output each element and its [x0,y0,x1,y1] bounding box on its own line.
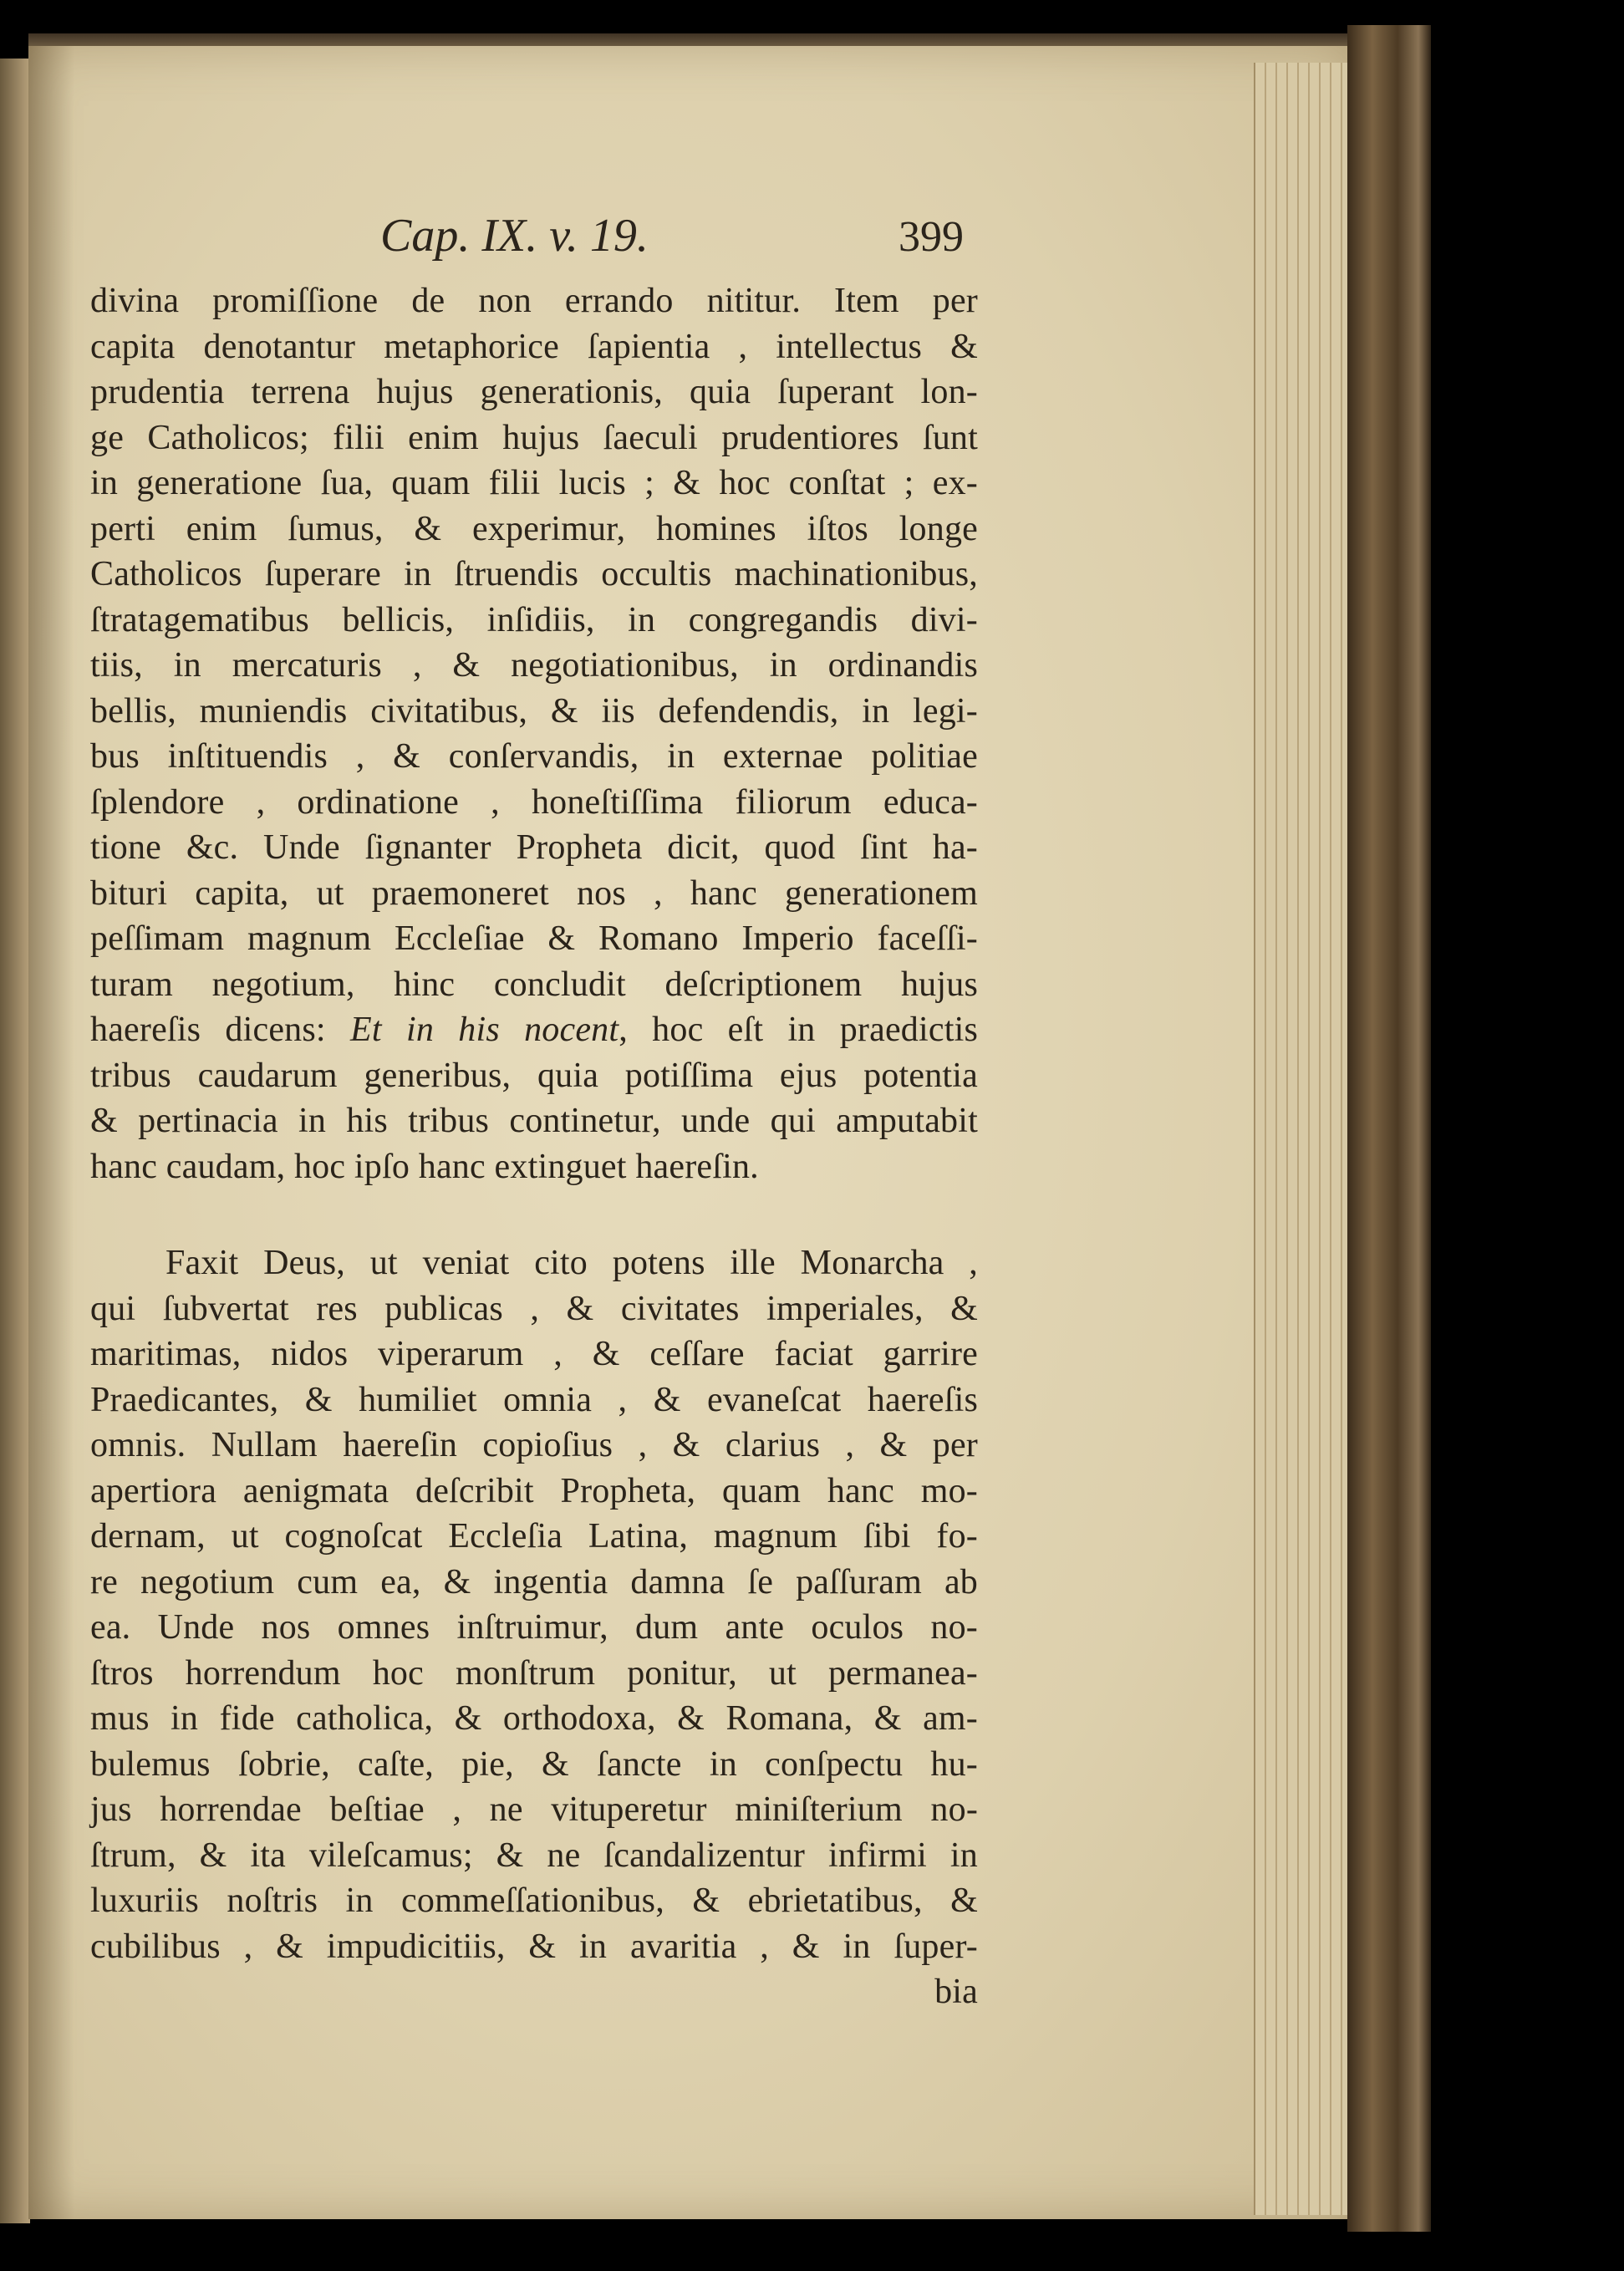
text-line-quote [90,1007,978,1053]
body-text [90,278,978,2015]
text-line: Catholicos ſuperare in ſtruendis occultis machinationibus, [90,555,978,593]
text-line: luxuriis noſtris in commeſſationibus, & ebrietatibus, & [90,1881,978,1920]
text-line: ſplendore , ordinatione , honeſtiſſima filiorum educa- [90,782,978,822]
text-line: ea. Unde nos omnes inſtruimur, dum ante oculos no- [90,1608,978,1647]
text-line: Praedicantes, & humiliet omnia , & evaneſcat haereſis [90,1380,978,1419]
text-line: dernam, ut cognoſcat Eccleſia Latina, magnum ſibi fo- [90,1517,978,1556]
text-line: mus in fide catholica, & orthodoxa, & Romana, & am- [90,1699,978,1738]
text-line: bellis, muniendis civitatibus, & iis defendendis, in legi- [90,691,978,731]
text-line: bus inſtituendis , & conſervandis, in externae politiae [90,737,978,776]
text-line: ſtros horrendum hoc monſtrum ponitur, ut permanea- [90,1653,978,1693]
paragraph-1 [90,278,978,1189]
quote-line-after: , hoc eſt in praedictis [619,1011,978,1049]
text-line: capita denotantur metaphorice ſapientia , intellectus & [90,327,978,366]
page-header [0,209,1624,276]
paragraph-2 [90,1240,978,2015]
text-line: peſſimam magnum Eccleſiae & Romano Imperio faceſſi- [90,919,978,958]
text-line: prudentia terrena hujus generationis, quia ſuperant lon- [90,373,978,411]
text-line: perti enim ſumus, & experimur, homines iſtos longe [90,509,978,548]
text-line: bituri capita, ut praemoneret nos , hanc generationem [90,873,978,913]
page-number: 399 [899,213,964,261]
text-line: apertiora aenigmata deſcribit Propheta, quam hanc mo- [90,1471,978,1510]
text-line: & pertinacia in his tribus continetur, unde qui amputabit [90,1102,978,1140]
running-head: Cap. IX. v. 19. [380,210,649,262]
page-gutter-shadow [28,46,74,2219]
paragraph-gap [90,1189,978,1240]
text-line: qui ſubvertat res publicas , & civitates imperiales, & [90,1289,978,1328]
text-line: Faxit Deus, ut veniat cito potens ille Monarcha , [165,1244,978,1282]
book-cover-edge [1347,25,1431,2232]
italic-quote: Et in his nocent [350,1011,619,1049]
text-line: omnis. Nullam haereſin copioſius , & clarius , & per [90,1426,978,1464]
text-line: ge Catholicos; filii enim hujus ſaeculi prudentiores ſunt [90,418,978,457]
text-line: ſtratagematibus bellicis, inſidiis, in congregandis divi- [90,600,978,639]
text-line: jus horrendae beſtiae , ne vituperetur miniſterium no- [90,1790,978,1829]
text-line: tione &c. Unde ſignanter Propheta dicit, quod ſint ha- [90,828,978,867]
text-line: turam negotium, hinc concludit deſcriptionem hujus [90,965,978,1004]
text-line: tribus caudarum generibus, quia potiſſima ejus potentia [90,1056,978,1095]
text-line: tiis, in mercaturis , & negotiationibus, in ordinandis [90,646,978,685]
text-line: in generatione ſua, quam filii lucis ; & hoc conſtat ; ex- [90,464,978,502]
catchword: bia [934,1973,978,2011]
text-line: re negotium cum ea, & ingentia damna ſe paſſuram ab [90,1562,978,1601]
quote-line-before: haereſis dicens: [90,1011,351,1049]
text-line: hanc caudam, hoc ipſo hanc extinguet haereſin. [90,1147,759,1186]
page-stack-edges [1254,63,1356,2215]
text-line: bulemus ſobrie, caſte, pie, & ſancte in conſpectu hu- [90,1744,978,1784]
text-line: ſtrum, & ita vileſcamus; & ne ſcandalizentur infirmi in [90,1836,978,1875]
text-line: cubilibus , & impudicitiis, & in avaritia , & in ſuper- [90,1927,978,1966]
previous-page-edge [0,59,30,2223]
text-line: maritimas, nidos viperarum , & ceſſare faciat garrire [90,1335,978,1373]
text-line: divina promiſſione de non errando nititur. Item per [90,282,978,320]
